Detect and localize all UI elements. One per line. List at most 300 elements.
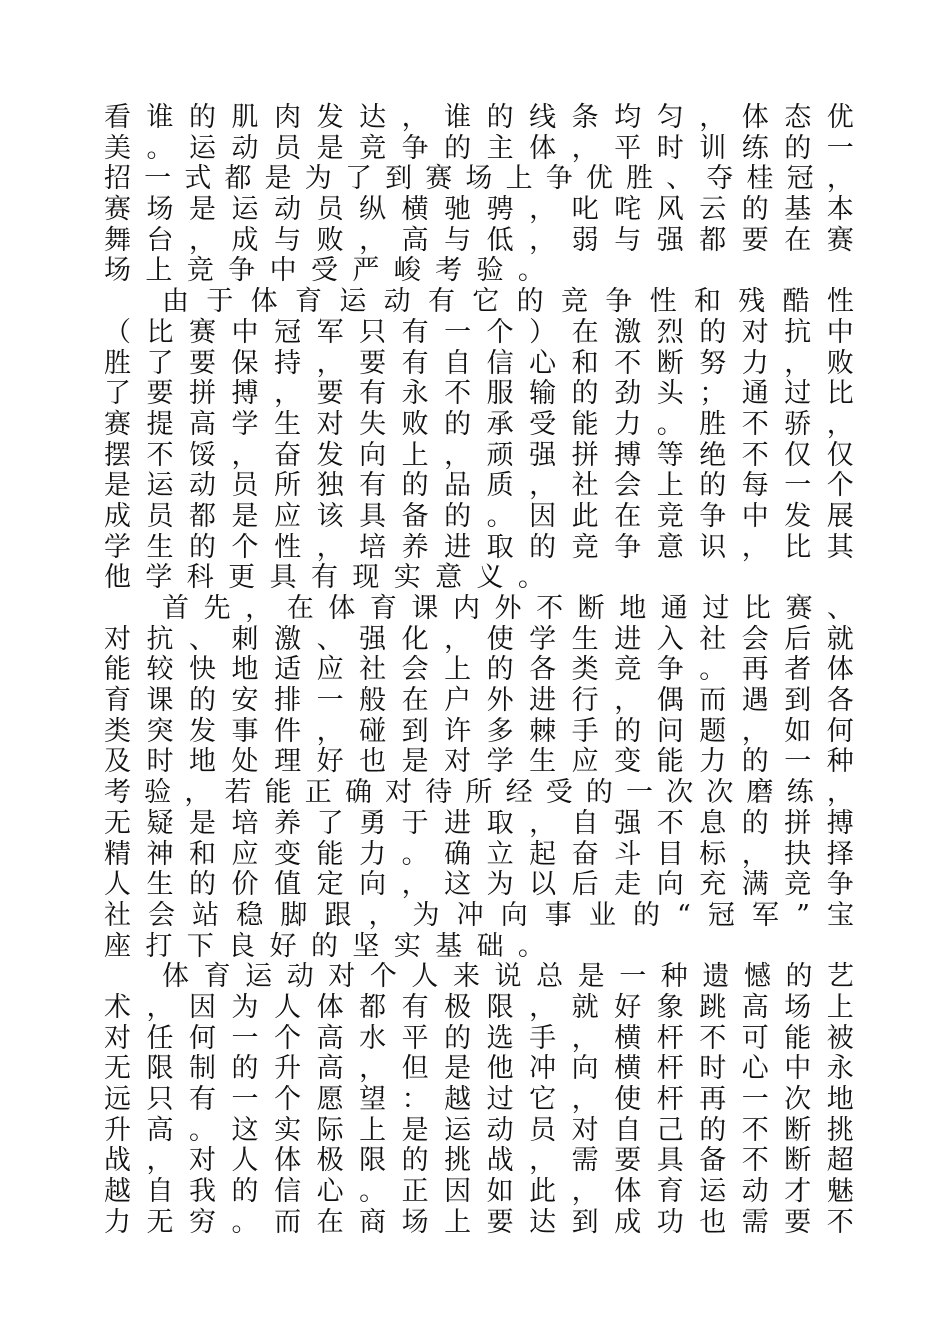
text-char: 限: [359, 1145, 387, 1177]
text-char: 平: [614, 132, 642, 164]
text-char: 都: [699, 224, 727, 256]
text-char: 于: [401, 807, 429, 839]
text-line: [104, 993, 854, 1024]
text-char: 冠: [707, 899, 735, 931]
text-char: 是: [104, 470, 131, 502]
text-line: [104, 778, 854, 809]
text-char: 比: [743, 593, 771, 624]
text-char: 若: [224, 777, 252, 809]
text-char: 无: [104, 1053, 131, 1085]
text-char: 础: [476, 930, 504, 962]
text-char: 提: [146, 408, 174, 440]
text-char: 的: [699, 316, 727, 348]
text-char: 刺: [231, 623, 259, 655]
text-char: 了: [316, 807, 344, 839]
text-char: 上: [145, 255, 173, 287]
text-line: [104, 379, 854, 410]
text-line: [104, 563, 854, 594]
text-char: 上: [444, 654, 472, 686]
text-char: 动: [189, 470, 217, 502]
text-line: [104, 932, 854, 963]
text-char: 有: [310, 562, 338, 594]
text-char: 到: [385, 163, 413, 195]
text-char: 对: [328, 961, 356, 993]
text-char: 说: [494, 961, 522, 993]
text-char: 仅: [826, 439, 854, 471]
text-char: 自: [444, 347, 472, 379]
text-char: 具: [269, 562, 297, 594]
text-char: 舞: [104, 224, 131, 256]
text-char: 竞: [614, 654, 642, 686]
text-char: 桂: [746, 163, 774, 195]
text-char: 努: [699, 347, 727, 379]
text-char: 学: [104, 531, 131, 563]
text-char: 应: [274, 500, 302, 532]
text-char: 在: [784, 224, 812, 256]
text-char: 冠: [274, 316, 302, 348]
text-char: 地: [826, 1084, 854, 1115]
text-char: 要: [741, 224, 769, 256]
text-char: 养: [401, 531, 429, 563]
text-char: 要: [146, 378, 174, 410]
text-char: 它: [529, 1084, 557, 1115]
text-char: 质: [486, 470, 514, 502]
text-char: 要: [486, 1206, 514, 1238]
text-char: 时: [699, 1053, 727, 1085]
text-char: ；: [699, 378, 727, 410]
text-char: 的: [699, 470, 727, 502]
text-char: 艺: [827, 961, 854, 993]
text-char: 体: [529, 132, 557, 164]
text-char: 冠: [786, 163, 814, 195]
text-char: 是: [264, 163, 292, 195]
text-char: 。: [517, 562, 545, 594]
text-char: 争: [699, 500, 727, 532]
text-char: 强: [656, 224, 684, 256]
text-char: 看: [104, 102, 131, 133]
text-char: 能: [104, 654, 131, 686]
text-char: 现: [352, 562, 380, 594]
text-char: 训: [699, 132, 727, 164]
text-char: 的: [741, 746, 769, 778]
text-char: ，: [741, 715, 769, 747]
text-char: 不: [536, 593, 564, 624]
text-char: 服: [486, 378, 514, 410]
text-char: 峻: [393, 255, 421, 287]
text-char: 无: [104, 807, 131, 839]
text-char: 的: [585, 777, 613, 809]
text-line: [104, 840, 854, 871]
text-char: 体: [614, 1176, 642, 1208]
text-char: 不: [444, 378, 472, 410]
text-char: 极: [316, 1145, 344, 1177]
text-char: 越: [444, 1084, 472, 1115]
text-char: 上: [656, 470, 684, 502]
text-char: 所: [465, 777, 493, 809]
text-char: 备: [401, 500, 429, 532]
text-char: 象: [656, 991, 684, 1023]
text-char: 体: [250, 286, 278, 318]
text-char: 胜: [104, 347, 131, 379]
text-char: 动: [231, 132, 259, 164]
text-char: 的: [785, 961, 813, 993]
text-char: 碰: [359, 715, 387, 747]
text-char: 中: [741, 500, 769, 532]
text-char: 良: [228, 930, 256, 962]
text-char: 运: [339, 286, 367, 318]
text-char: 为: [486, 869, 514, 901]
text-char: 课: [146, 685, 174, 717]
text-char: 赛: [785, 593, 813, 624]
text-char: 生: [146, 869, 174, 901]
text-char: ，: [274, 378, 302, 410]
text-char: 杆: [656, 1053, 684, 1085]
text-char: ，: [571, 132, 599, 164]
text-char: 比: [146, 316, 174, 348]
text-char: 战: [486, 1145, 514, 1177]
text-char: 弱: [571, 224, 599, 256]
text-char: 中: [826, 316, 854, 348]
text-char: 无: [146, 1206, 174, 1238]
text-char: 就: [826, 623, 854, 655]
text-char: 个: [486, 316, 514, 348]
text-char: 选: [486, 1022, 514, 1054]
text-char: 向: [571, 1053, 599, 1085]
text-line: [104, 1085, 854, 1116]
text-char: 发: [316, 439, 344, 471]
text-char: 坚: [352, 930, 380, 962]
text-char: 才: [784, 1176, 812, 1208]
text-char: 入: [656, 623, 684, 655]
text-char: 比: [784, 531, 812, 563]
text-char: 拼: [571, 439, 599, 471]
text-char: 抗: [146, 623, 174, 655]
text-line: [104, 441, 854, 472]
text-char: 何: [826, 715, 854, 747]
text-char: 通: [741, 378, 769, 410]
text-char: 不: [741, 439, 769, 471]
text-char: 各: [826, 685, 854, 717]
text-char: “: [677, 899, 691, 931]
text-char: 变: [614, 746, 642, 778]
text-char: 社: [359, 654, 387, 686]
text-char: 馁: [189, 439, 217, 471]
text-char: ，: [146, 991, 174, 1023]
text-char: 术: [104, 991, 131, 1023]
text-char: 体: [316, 991, 344, 1023]
text-char: 被: [826, 1022, 854, 1054]
text-char: 个: [369, 961, 397, 993]
text-char: 稳: [236, 899, 264, 931]
text-char: 正: [304, 777, 332, 809]
text-char: ，: [189, 224, 217, 256]
text-char: 升: [104, 1114, 131, 1146]
text-char: 力: [359, 838, 387, 870]
text-char: 了: [344, 163, 372, 195]
text-char: 基: [784, 194, 812, 226]
text-char: 社: [699, 623, 727, 655]
text-char: 但: [401, 1053, 429, 1085]
text-char: 定: [316, 869, 344, 901]
text-char: 者: [784, 654, 812, 686]
text-char: 。: [146, 132, 174, 164]
text-char: 对: [104, 1022, 131, 1054]
text-char: 打: [145, 930, 173, 962]
text-char: 事: [231, 715, 259, 747]
text-char: 育: [369, 593, 397, 624]
text-char: 脚: [280, 899, 308, 931]
text-char: 意: [656, 531, 684, 563]
text-char: 不: [614, 347, 642, 379]
text-char: 类: [104, 715, 131, 747]
text-char: 的: [741, 194, 769, 226]
text-line: [104, 349, 854, 380]
text-char: 如: [784, 715, 812, 747]
text-char: 是: [189, 194, 217, 226]
text-char: 发: [316, 102, 344, 133]
text-char: 以: [529, 869, 557, 901]
text-char: 实: [393, 562, 421, 594]
text-char: ，: [368, 899, 396, 931]
text-char: 运: [699, 1176, 727, 1208]
text-char: 永: [826, 1053, 854, 1085]
text-char: 冲: [456, 899, 484, 931]
text-char: 外: [494, 593, 522, 624]
text-char: 高: [401, 224, 429, 256]
text-char: 能: [264, 777, 292, 809]
text-char: 制: [189, 1053, 217, 1085]
text-char: 经: [505, 777, 533, 809]
text-char: ，: [359, 1053, 387, 1085]
text-char: 和: [189, 838, 217, 870]
text-char: 的: [529, 531, 557, 563]
text-char: 后: [784, 623, 812, 655]
text-char: 高: [189, 408, 217, 440]
text-line: [104, 1116, 854, 1147]
text-char: 受: [545, 777, 573, 809]
text-char: 极: [444, 991, 472, 1023]
text-char: ，: [741, 531, 769, 563]
text-char: 外: [486, 685, 514, 717]
text-char: 对: [571, 1114, 599, 1146]
text-char: 性: [274, 531, 302, 563]
text-char: 自: [571, 807, 599, 839]
text-char: 社: [104, 899, 131, 931]
text-char: ，: [571, 1084, 599, 1115]
text-char: 的: [571, 378, 599, 410]
text-char: 一: [741, 1084, 769, 1115]
text-char: 何: [189, 1022, 217, 1054]
text-char: 竞: [186, 255, 214, 287]
text-char: 有: [189, 1084, 217, 1115]
text-char: 云: [699, 194, 727, 226]
text-char: 只: [359, 316, 387, 348]
text-char: 科: [186, 562, 214, 594]
text-char: 充: [699, 869, 727, 901]
text-line: [104, 502, 854, 533]
document-body: [104, 103, 854, 1238]
text-char: 争: [826, 869, 854, 901]
text-char: 独: [316, 470, 344, 502]
text-char: 通: [660, 593, 688, 624]
text-char: 生: [274, 408, 302, 440]
text-char: 。: [189, 1114, 217, 1146]
text-char: 题: [699, 715, 727, 747]
text-char: 高: [316, 1022, 344, 1054]
text-char: 性: [649, 286, 677, 318]
text-char: 保: [231, 347, 259, 379]
text-char: 持: [274, 347, 302, 379]
text-char: ，: [529, 1145, 557, 1177]
text-char: 类: [571, 654, 599, 686]
text-char: 会: [741, 623, 769, 655]
text-char: ，: [245, 593, 273, 624]
text-char: 在: [316, 1206, 344, 1238]
text-char: 、: [827, 593, 854, 624]
text-char: 夺: [706, 163, 734, 195]
text-char: 的: [231, 1176, 259, 1208]
text-char: ，: [529, 807, 557, 839]
text-char: 的: [310, 930, 338, 962]
text-char: 立: [486, 838, 514, 870]
text-char: 练: [741, 132, 769, 164]
text-char: 择: [826, 838, 854, 870]
text-char: 为: [231, 991, 259, 1023]
text-char: 发: [784, 500, 812, 532]
text-char: 永: [401, 378, 429, 410]
text-char: 宝: [826, 899, 854, 931]
text-char: 安: [231, 685, 259, 717]
text-char: 谁: [146, 102, 174, 133]
text-line: [104, 256, 854, 287]
text-char: ，: [741, 838, 769, 870]
text-char: 争: [228, 255, 256, 287]
text-char: 要: [614, 1145, 642, 1177]
text-char: 件: [274, 715, 302, 747]
text-char: 强: [614, 807, 642, 839]
text-char: 及: [104, 746, 131, 778]
text-char: 跳: [699, 991, 727, 1023]
text-char: 义: [476, 562, 504, 594]
text-char: 为: [412, 899, 440, 931]
text-char: 育: [656, 1176, 684, 1208]
text-char: 动: [741, 1176, 769, 1208]
text-char: 和: [571, 347, 599, 379]
text-char: 更: [228, 562, 256, 594]
text-char: 商: [359, 1206, 387, 1238]
text-char: 实: [393, 930, 421, 962]
text-char: 赛: [189, 316, 217, 348]
text-char: 运: [245, 961, 273, 993]
text-char: 地: [231, 654, 259, 686]
text-char: ，: [231, 439, 259, 471]
text-char: 对: [104, 623, 131, 655]
text-char: 人: [231, 1145, 259, 1177]
text-char: 肌: [231, 102, 259, 133]
text-char: 学: [231, 408, 259, 440]
text-char: 的: [614, 715, 642, 747]
text-char: 对: [316, 408, 344, 440]
text-char: 争: [401, 132, 429, 164]
text-char: 的: [444, 500, 472, 532]
text-char: 标: [699, 838, 727, 870]
text-char: 好: [614, 991, 642, 1023]
text-char: 考: [104, 777, 131, 809]
text-char: 运: [189, 132, 217, 164]
text-char: 它: [472, 286, 500, 318]
text-char: 竞: [359, 132, 387, 164]
text-char: 般: [359, 685, 387, 717]
text-char: 需: [741, 1206, 769, 1238]
text-char: 驰: [444, 194, 472, 226]
text-char: 勇: [359, 807, 387, 839]
text-char: ，: [614, 685, 642, 717]
text-char: 是: [316, 132, 344, 164]
text-char: 手: [571, 715, 599, 747]
text-char: 中: [231, 316, 259, 348]
text-char: 是: [401, 1114, 429, 1146]
text-char: 向: [500, 899, 528, 931]
text-char: 意: [435, 562, 463, 594]
text-char: 的: [189, 685, 217, 717]
text-char: 搏: [231, 378, 259, 410]
text-char: 承: [486, 408, 514, 440]
text-char: 争: [545, 163, 573, 195]
text-char: 人: [274, 991, 302, 1023]
text-char: 应: [316, 654, 344, 686]
text-char: 育: [294, 286, 322, 318]
text-char: 高: [741, 991, 769, 1023]
text-char: 实: [274, 1114, 302, 1146]
text-char: 严: [352, 255, 380, 287]
text-char: 识: [699, 531, 727, 563]
text-char: 事: [544, 899, 572, 931]
text-char: 台: [146, 224, 174, 256]
text-char: 成: [231, 224, 259, 256]
text-char: 起: [529, 838, 557, 870]
text-char: 在: [571, 316, 599, 348]
text-char: 如: [486, 1176, 514, 1208]
text-char: 过: [784, 378, 812, 410]
text-char: 军: [751, 899, 779, 931]
text-char: 使: [614, 1084, 642, 1115]
text-char: 课: [411, 593, 439, 624]
text-char: 都: [224, 163, 252, 195]
text-char: 动: [383, 286, 411, 318]
text-char: 赛: [425, 163, 453, 195]
text-char: 员: [146, 500, 174, 532]
text-char: 不: [146, 439, 174, 471]
text-line: [104, 870, 854, 901]
text-char: ，: [316, 531, 344, 563]
text-char: 不: [656, 807, 684, 839]
text-char: 败: [316, 224, 344, 256]
text-char: 横: [614, 1022, 642, 1054]
text-char: 到: [571, 1206, 599, 1238]
text-char: 赛: [104, 194, 131, 226]
text-char: 一: [316, 685, 344, 717]
text-char: 平: [401, 1022, 429, 1054]
text-char: 竞: [571, 531, 599, 563]
text-line: [104, 195, 854, 226]
text-char: 养: [274, 807, 302, 839]
text-char: 一: [231, 1022, 259, 1054]
text-char: 酷: [782, 286, 810, 318]
text-char: 叱: [571, 194, 599, 226]
text-char: 而: [274, 1206, 302, 1238]
text-char: 体: [741, 102, 769, 133]
text-char: 进: [614, 623, 642, 655]
